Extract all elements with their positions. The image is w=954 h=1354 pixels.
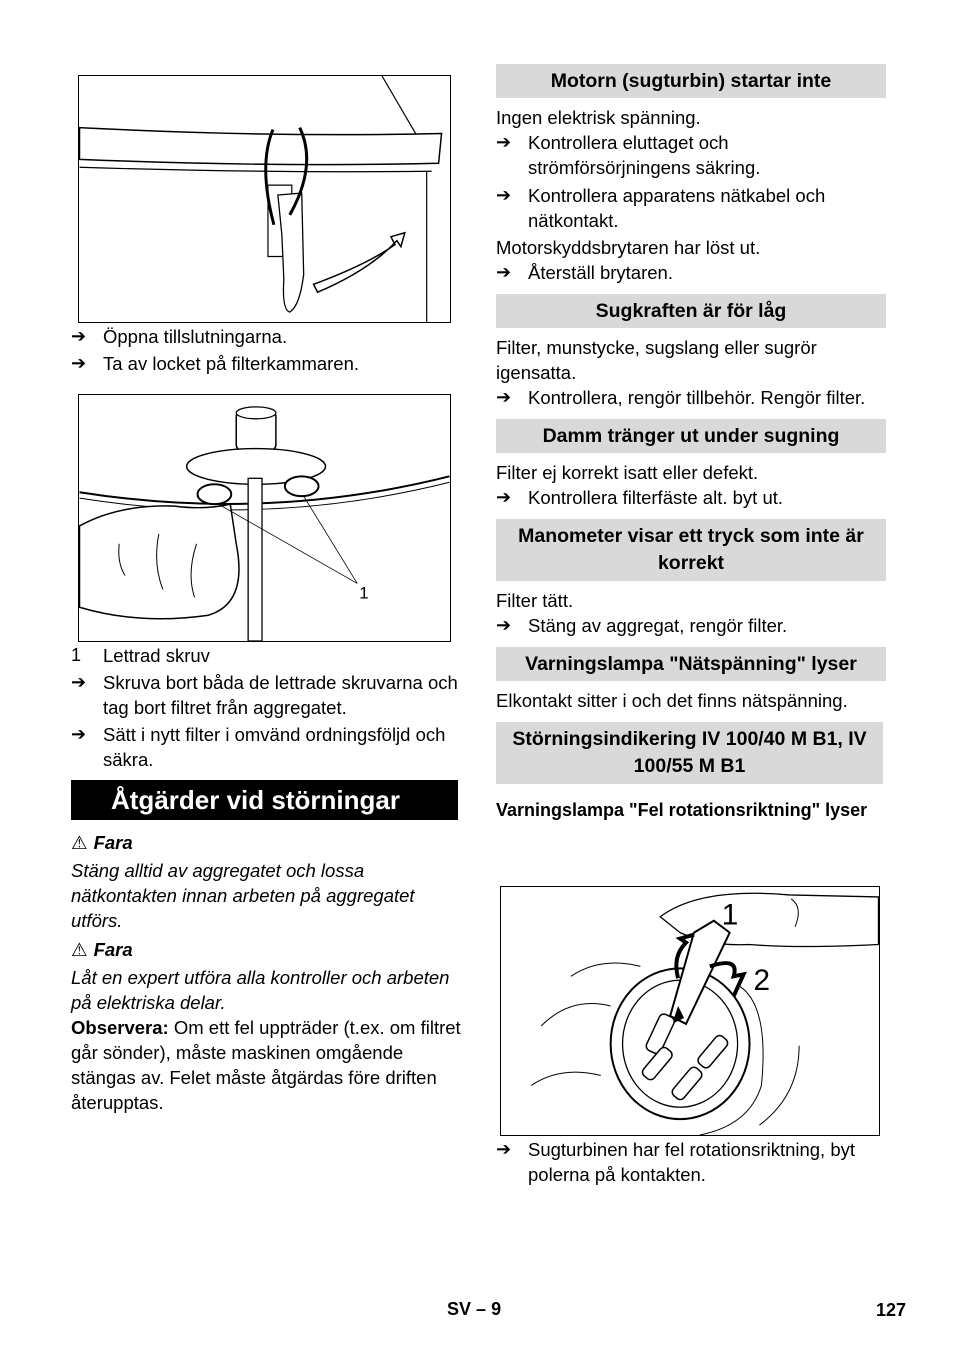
legend-number: 1 [71, 645, 82, 665]
list-item: ➔ Kontrollera apparatens nätkabel och nätkontakt. [496, 185, 826, 231]
arrow-right-icon: ➔ [71, 724, 87, 744]
arrow-right-icon: ➔ [71, 353, 87, 373]
list-item: ➔ Återställ brytaren. [496, 262, 673, 283]
figure-filter-removal [78, 394, 451, 642]
section-heading: Störningsindikering IV 100/40 M B1, IV 100/55 M B1 [496, 722, 883, 784]
figure-label-2: 2 [753, 964, 771, 998]
warning-triangle-icon: ⚠ [71, 939, 88, 960]
arrow-right-icon: ➔ [496, 185, 512, 205]
subsection-heading: Varningslampa "Fel rotationsriktning" lyser [496, 800, 868, 820]
figure-lid-clamps [78, 75, 451, 323]
plug-poles-illustration [501, 887, 879, 1135]
warnings-block [71, 830, 463, 1115]
fig3-instructions [496, 1137, 886, 1187]
warning-heading: ⚠ Fara [71, 832, 133, 853]
arrow-right-icon: ➔ [496, 262, 512, 282]
fig2-instructions [71, 643, 461, 772]
arrow-right-icon: ➔ [71, 672, 87, 692]
list-item: ➔ Kontrollera, rengör tillbehör. Rengör filter. [496, 387, 866, 408]
cause-text: Filter tätt. [496, 590, 574, 611]
cause-text: Elkontakt sitter i och det finns nätspänning. [496, 690, 848, 711]
list-item: ➔ Ta av locket på filterkammaren. [71, 353, 360, 374]
section-heading: Motorn (sugturbin) startar inte [496, 64, 886, 98]
footer-locale: SV – 9 [447, 1299, 502, 1319]
list-item: ➔ Stäng av aggregat, rengör filter. [496, 615, 788, 636]
arrow-right-icon: ➔ [496, 132, 512, 152]
legend-item: 1 Lettrad skruv [71, 645, 210, 666]
list-item: ➔ Skruva bort båda de lettrade skruvarna och tag bort filtret från aggregatet. [71, 672, 458, 718]
cause-text: Ingen elektrisk spänning. [496, 107, 701, 128]
list-item: ➔ Sätt i nytt filter i omvänd ordningsföljd och säkra. [71, 724, 446, 770]
arrow-right-icon: ➔ [496, 387, 512, 407]
section-heading: Sugkraften är för låg [496, 294, 886, 328]
fig1-instructions [71, 324, 461, 376]
figure-plug-poles [500, 886, 880, 1136]
cause-text: Filter, munstycke, sugslang eller sugrör igensatta. [496, 337, 817, 383]
cause-text: Filter ej korrekt isatt eller defekt. [496, 462, 759, 483]
warning-heading: ⚠ Fara [71, 939, 133, 960]
warning-text: Låt en expert utföra alla kontroller och arbeten på elektriska delar. [71, 967, 450, 1013]
warning-triangle-icon: ⚠ [71, 832, 88, 853]
figure-label-1: 1 [721, 898, 739, 932]
note-paragraph: Observera: Om ett fel uppträder (t.ex. om filtret går sönder), måste maskinen omgående stängas av. Felet måste åtgärdas före driften återupptas. [71, 1017, 461, 1113]
warning-text: Stäng alltid av aggregatet och lossa nätkontakten innan arbeten på aggregatet utförs. [71, 860, 415, 931]
filter-removal-illustration [79, 395, 450, 641]
list-item: ➔ Kontrollera eluttaget och strömförsörjningens säkring. [496, 132, 761, 178]
list-item: ➔ Öppna tillslutningarna. [71, 326, 288, 347]
lid-clamp-illustration [79, 76, 450, 322]
arrow-right-icon: ➔ [496, 487, 512, 507]
section-heading: Manometer visar ett tryck som inte är korrekt [496, 519, 886, 581]
arrow-right-icon: ➔ [71, 326, 87, 346]
section-heading: Varningslampa "Nätspänning" lyser [496, 647, 886, 681]
list-item: ➔ Kontrollera filterfäste alt. byt ut. [496, 487, 784, 508]
arrow-right-icon: ➔ [496, 1139, 512, 1159]
troubleshooting-column [496, 64, 886, 823]
section-heading: Damm tränger ut under sugning [496, 419, 886, 453]
list-item: ➔ Sugturbinen har fel rotationsriktning, byt polerna på kontakten. [496, 1139, 856, 1185]
section-title: Åtgärder vid störningar [71, 780, 458, 820]
cause-text: Motorskyddsbrytaren har löst ut. [496, 237, 761, 258]
arrow-right-icon: ➔ [496, 615, 512, 635]
page-number: 127 [876, 1300, 907, 1320]
callout-label: 1 [359, 583, 369, 603]
